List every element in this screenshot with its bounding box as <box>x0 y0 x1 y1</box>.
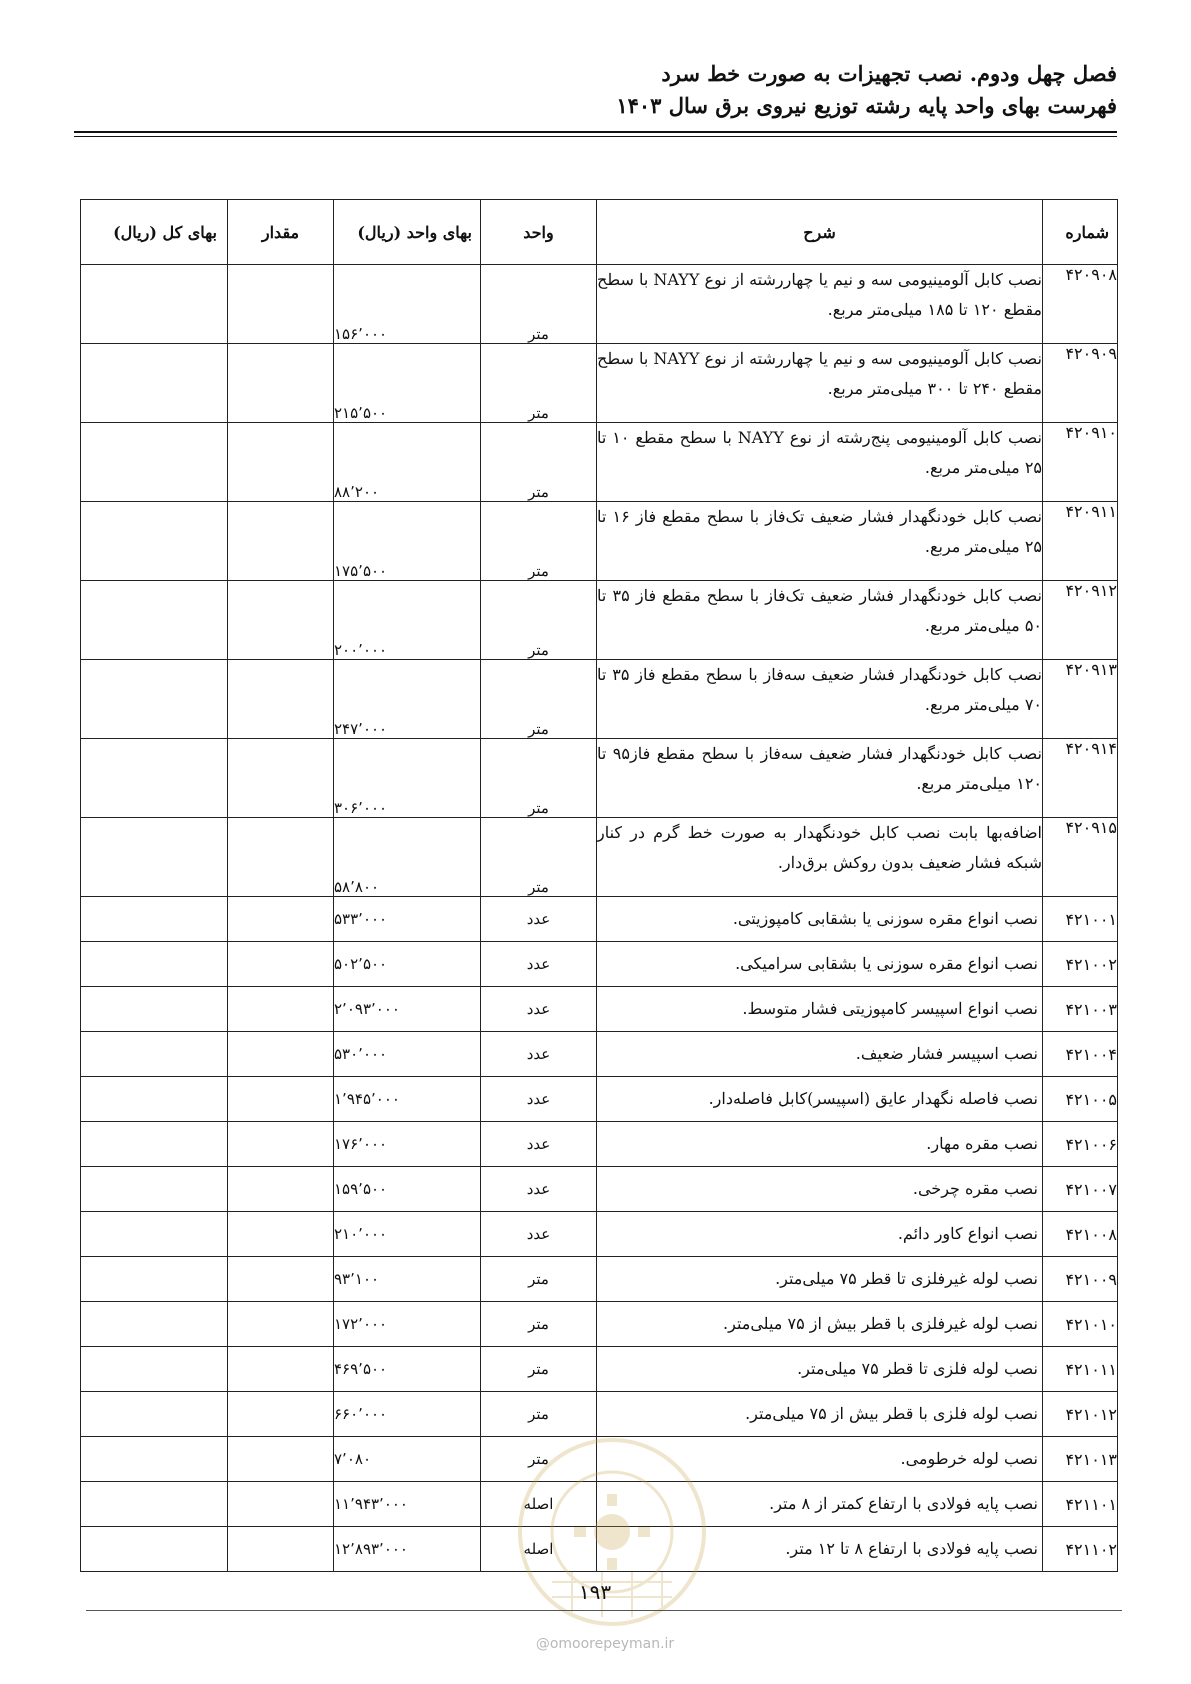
row-unit-price: ۱۷۶٬۰۰۰ <box>334 1122 481 1167</box>
row-unit-price: ۸۸٬۲۰۰ <box>334 423 481 502</box>
row-number: ۴۲۰۹۱۴ <box>1043 739 1118 818</box>
row-quantity <box>228 818 334 897</box>
row-unit: متر <box>481 502 597 581</box>
row-number: ۴۲۱۰۱۰ <box>1043 1302 1118 1347</box>
row-total-price <box>81 1347 228 1392</box>
row-number: ۴۲۱۰۰۷ <box>1043 1167 1118 1212</box>
row-quantity <box>228 423 334 502</box>
table-row <box>81 502 1118 581</box>
chapter-title: فصل چهل ودوم. نصب تجهیزات به صورت خط سرد <box>661 61 1117 86</box>
row-quantity <box>228 660 334 739</box>
row-total-price <box>81 818 228 897</box>
row-number: ۴۲۱۱۰۱ <box>1043 1482 1118 1527</box>
row-total-price <box>81 423 228 502</box>
row-quantity <box>228 1122 334 1167</box>
row-number: ۴۲۰۹۱۱ <box>1043 502 1118 581</box>
row-description: نصب کابل آلومینیومی سه و نیم یا چهاررشته از نوع NAYY با سطح مقطع ۲۴۰ تا ۳۰۰ میلی‌متر مربع. <box>597 344 1043 423</box>
row-description: نصب لوله فلزی تا قطر ۷۵ میلی‌متر. <box>597 1347 1043 1392</box>
table-row <box>81 739 1118 818</box>
row-unit: عدد <box>481 897 597 942</box>
row-quantity <box>228 502 334 581</box>
row-total-price <box>81 581 228 660</box>
row-description: نصب انواع کاور دائم. <box>597 1212 1043 1257</box>
row-description: نصب لوله فلزی با قطر بیش از ۷۵ میلی‌متر. <box>597 1392 1043 1437</box>
table-row <box>81 423 1118 502</box>
row-unit-price: ۲٬۰۹۳٬۰۰۰ <box>334 987 481 1032</box>
row-description: نصب پایه فولادی با ارتفاع ۸ تا ۱۲ متر. <box>597 1527 1043 1572</box>
row-unit-price: ۵۳۰٬۰۰۰ <box>334 1032 481 1077</box>
header-total-price: بهای کل (ریال) <box>81 200 228 265</box>
table-header-row <box>81 200 1118 265</box>
table-row <box>81 1122 1118 1167</box>
table-row <box>81 1167 1118 1212</box>
row-number: ۴۲۱۰۰۸ <box>1043 1212 1118 1257</box>
row-description: نصب پایه فولادی با ارتفاع کمتر از ۸ متر. <box>597 1482 1043 1527</box>
row-unit: متر <box>481 1437 597 1482</box>
row-quantity <box>228 987 334 1032</box>
row-unit: عدد <box>481 1077 597 1122</box>
table-row <box>81 1212 1118 1257</box>
header-number: شماره <box>1043 200 1118 265</box>
row-unit-price: ۱۱٬۹۴۳٬۰۰۰ <box>334 1482 481 1527</box>
table-row <box>81 581 1118 660</box>
row-total-price <box>81 1482 228 1527</box>
row-unit-price: ۴۶۹٬۵۰۰ <box>334 1347 481 1392</box>
row-total-price <box>81 265 228 344</box>
row-description: نصب کابل آلومینیومی پنج‌رشته از نوع NAYY با سطح مقطع ۱۰ تا ۲۵ میلی‌متر مربع. <box>597 423 1043 502</box>
row-unit: متر <box>481 1392 597 1437</box>
row-unit: عدد <box>481 1167 597 1212</box>
row-quantity <box>228 1392 334 1437</box>
row-description: نصب لوله غیرفلزی با قطر بیش از ۷۵ میلی‌متر. <box>597 1302 1043 1347</box>
row-unit-price: ۲۰۰٬۰۰۰ <box>334 581 481 660</box>
table-row <box>81 818 1118 897</box>
row-total-price <box>81 1167 228 1212</box>
row-number: ۴۲۱۰۰۶ <box>1043 1122 1118 1167</box>
row-description: نصب انواع مقره سوزنی یا بشقابی سرامیکی. <box>597 942 1043 987</box>
row-total-price <box>81 1032 228 1077</box>
row-unit-price: ۲۴۷٬۰۰۰ <box>334 660 481 739</box>
row-unit: متر <box>481 265 597 344</box>
row-unit-price: ۵۰۲٬۵۰۰ <box>334 942 481 987</box>
page-header <box>77 58 1117 122</box>
row-quantity <box>228 1167 334 1212</box>
table-row <box>81 660 1118 739</box>
row-description: اضافه‌بها بابت نصب کابل خودنگهدار به صورت خط گرم در کنار شبکه فشار ضعیف بدون روکش برق‌دار. <box>597 818 1043 897</box>
row-quantity <box>228 1257 334 1302</box>
row-quantity <box>228 1482 334 1527</box>
row-description: نصب مقره چرخی. <box>597 1167 1043 1212</box>
row-number: ۴۲۰۹۱۳ <box>1043 660 1118 739</box>
row-quantity <box>228 1077 334 1122</box>
row-unit-price: ۱۷۲٬۰۰۰ <box>334 1302 481 1347</box>
row-unit: عدد <box>481 1032 597 1077</box>
row-quantity <box>228 1302 334 1347</box>
row-unit-price: ۱۷۵٬۵۰۰ <box>334 502 481 581</box>
row-unit: متر <box>481 660 597 739</box>
table-row <box>81 1347 1118 1392</box>
row-unit: اصله <box>481 1527 597 1572</box>
header-rule-thin <box>74 136 1117 137</box>
page-number: ۱۹۳ <box>578 1580 612 1604</box>
header-description: شرح <box>597 200 1043 265</box>
row-unit-price: ۱۵۹٬۵۰۰ <box>334 1167 481 1212</box>
row-total-price <box>81 987 228 1032</box>
row-unit: متر <box>481 423 597 502</box>
price-list-title: فهرست بهای واحد پایه رشته توزیع نیروی برق سال ۱۴۰۳ <box>616 93 1117 118</box>
row-unit: عدد <box>481 1212 597 1257</box>
row-unit: متر <box>481 818 597 897</box>
row-total-price <box>81 739 228 818</box>
row-number: ۴۲۱۰۰۳ <box>1043 987 1118 1032</box>
row-number: ۴۲۰۹۰۸ <box>1043 265 1118 344</box>
row-unit: عدد <box>481 1122 597 1167</box>
row-number: ۴۲۱۰۰۵ <box>1043 1077 1118 1122</box>
row-total-price <box>81 897 228 942</box>
table-row <box>81 1257 1118 1302</box>
footer-rule <box>86 1610 1122 1611</box>
table-row <box>81 1392 1118 1437</box>
row-unit-price: ۲۱۵٬۵۰۰ <box>334 344 481 423</box>
row-unit-price: ۷٬۰۸۰ <box>334 1437 481 1482</box>
row-unit-price: ۹۳٬۱۰۰ <box>334 1257 481 1302</box>
header-rule-thick <box>74 131 1117 133</box>
row-quantity <box>228 897 334 942</box>
row-number: ۴۲۰۹۰۹ <box>1043 344 1118 423</box>
row-description: نصب انواع اسپیسر کامپوزیتی فشار متوسط. <box>597 987 1043 1032</box>
row-description: نصب لوله خرطومی. <box>597 1437 1043 1482</box>
row-quantity <box>228 1527 334 1572</box>
row-number: ۴۲۱۰۰۹ <box>1043 1257 1118 1302</box>
row-total-price <box>81 344 228 423</box>
row-unit: عدد <box>481 942 597 987</box>
row-unit-price: ۳۰۶٬۰۰۰ <box>334 739 481 818</box>
row-number: ۴۲۰۹۱۵ <box>1043 818 1118 897</box>
table-row <box>81 987 1118 1032</box>
row-unit: اصله <box>481 1482 597 1527</box>
row-total-price <box>81 1212 228 1257</box>
row-total-price <box>81 502 228 581</box>
row-unit-price: ۲۱۰٬۰۰۰ <box>334 1212 481 1257</box>
row-unit: متر <box>481 1257 597 1302</box>
row-unit-price: ۶۶۰٬۰۰۰ <box>334 1392 481 1437</box>
row-unit: متر <box>481 581 597 660</box>
row-quantity <box>228 581 334 660</box>
row-total-price <box>81 1077 228 1122</box>
watermark-url: @omoorepeyman.ir <box>535 1636 675 1652</box>
row-unit-price: ۵۳۳٬۰۰۰ <box>334 897 481 942</box>
row-unit: متر <box>481 1347 597 1392</box>
row-description: نصب انواع مقره سوزنی یا بشقابی کامپوزیتی. <box>597 897 1043 942</box>
row-quantity <box>228 344 334 423</box>
table-row <box>81 942 1118 987</box>
row-number: ۴۲۱۰۰۱ <box>1043 897 1118 942</box>
row-number: ۴۲۰۹۱۰ <box>1043 423 1118 502</box>
row-quantity <box>228 1437 334 1482</box>
row-number: ۴۲۰۹۱۲ <box>1043 581 1118 660</box>
row-total-price <box>81 942 228 987</box>
row-quantity <box>228 739 334 818</box>
row-unit-price: ۵۸٬۸۰۰ <box>334 818 481 897</box>
row-quantity <box>228 1212 334 1257</box>
price-table <box>80 199 1118 1572</box>
row-number: ۴۲۱۰۱۳ <box>1043 1437 1118 1482</box>
row-total-price <box>81 1122 228 1167</box>
row-description: نصب کابل خودنگهدار فشار ضعیف سه‌فاز با سطح مقطع فاز۹۵ تا ۱۲۰ میلی‌متر مربع. <box>597 739 1043 818</box>
row-total-price <box>81 1302 228 1347</box>
table-row <box>81 1032 1118 1077</box>
row-description: نصب لوله غیرفلزی تا قطر ۷۵ میلی‌متر. <box>597 1257 1043 1302</box>
row-unit-price: ۱۲٬۸۹۳٬۰۰۰ <box>334 1527 481 1572</box>
row-number: ۴۲۱۰۰۴ <box>1043 1032 1118 1077</box>
table-row <box>81 265 1118 344</box>
row-description: نصب فاصله نگهدار عایق (اسپیسر)کابل فاصله‌دار. <box>597 1077 1043 1122</box>
table-row <box>81 897 1118 942</box>
row-unit-price: ۱۵۶٬۰۰۰ <box>334 265 481 344</box>
row-unit: عدد <box>481 987 597 1032</box>
table-row <box>81 1302 1118 1347</box>
row-description: نصب مقره مهار. <box>597 1122 1043 1167</box>
row-quantity <box>228 1347 334 1392</box>
row-unit: متر <box>481 344 597 423</box>
row-number: ۴۲۱۰۱۲ <box>1043 1392 1118 1437</box>
row-number: ۴۲۱۰۰۲ <box>1043 942 1118 987</box>
row-total-price <box>81 660 228 739</box>
row-number: ۴۲۱۱۰۲ <box>1043 1527 1118 1572</box>
header-unit: واحد <box>481 200 597 265</box>
row-description: نصب کابل خودنگهدار فشار ضعیف سه‌فاز با سطح مقطع فاز ۳۵ تا ۷۰ میلی‌متر مربع. <box>597 660 1043 739</box>
table-row <box>81 344 1118 423</box>
row-total-price <box>81 1392 228 1437</box>
row-total-price <box>81 1527 228 1572</box>
row-unit: متر <box>481 1302 597 1347</box>
row-quantity <box>228 942 334 987</box>
row-total-price <box>81 1437 228 1482</box>
row-description: نصب اسپیسر فشار ضعیف. <box>597 1032 1043 1077</box>
table-row <box>81 1077 1118 1122</box>
row-description: نصب کابل آلومینیومی سه و نیم یا چهاررشته از نوع NAYY با سطح مقطع ۱۲۰ تا ۱۸۵ میلی‌متر مربع. <box>597 265 1043 344</box>
row-quantity <box>228 265 334 344</box>
header-unit-price: بهای واحد (ریال) <box>334 200 481 265</box>
row-number: ۴۲۱۰۱۱ <box>1043 1347 1118 1392</box>
row-unit-price: ۱٬۹۴۵٬۰۰۰ <box>334 1077 481 1122</box>
row-quantity <box>228 1032 334 1077</box>
header-quantity: مقدار <box>228 200 334 265</box>
row-description: نصب کابل خودنگهدار فشار ضعیف تک‌فاز با سطح مقطع فاز ۱۶ تا ۲۵ میلی‌متر مربع. <box>597 502 1043 581</box>
row-total-price <box>81 1257 228 1302</box>
row-unit: متر <box>481 739 597 818</box>
row-description: نصب کابل خودنگهدار فشار ضعیف تک‌فاز با سطح مقطع فاز ۳۵ تا ۵۰ میلی‌متر مربع. <box>597 581 1043 660</box>
